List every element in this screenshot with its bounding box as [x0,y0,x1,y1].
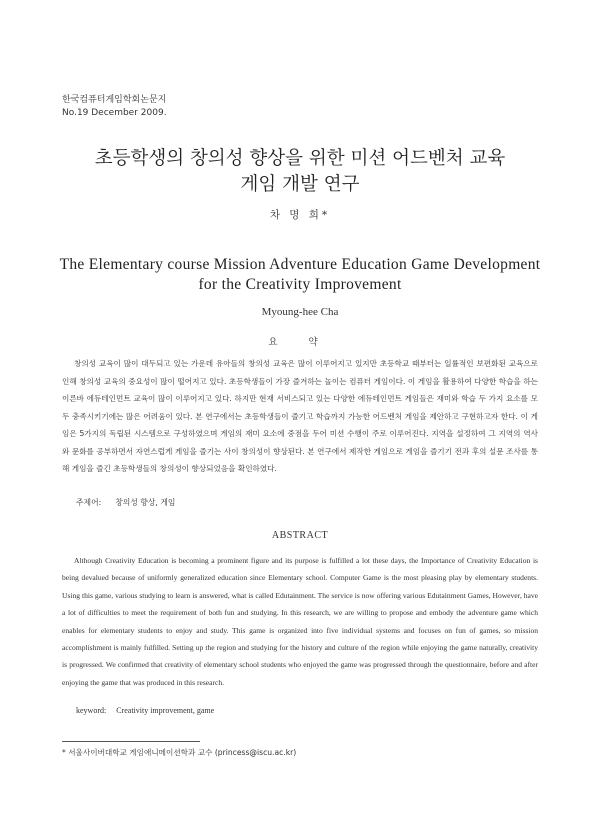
english-author: Myoung-hee Cha [261,306,339,318]
korean-summary-heading: 요 약 [268,337,332,348]
english-keywords-value: Creativity improvement, game [116,706,215,715]
english-title-line-1: The Elementary course Mission Adventure Education Game Development [59,256,541,273]
author-footnote: * 서울사이버대학교 게임애니메이션학과 교수 (princess@iscu.ac.kr) [62,748,297,757]
korean-keywords [76,497,175,508]
korean-title-line-2: 게임 개발 연구 [240,174,360,195]
korean-keywords-label: 주제어: [76,498,102,507]
korean-keywords-value: 창의성 향상, 게임 [115,498,176,507]
english-abstract-text: Although Creativity Education is becoming a prominent figure and its purpose is fulfilled a lot these days, the Importance of Creativity Education is being devalued because of uniformly generalized education since Elementary school. Computer Game is the most pleasing play by elementary students. Using this game, various studying to learn is answered, what is called Edutainment. The service is now offering various Edutainment Games, However, have a lot of difficulties to meet the requirement of both fun and studying. In this research, we are willing to propose and embody the adventure game which enables for elementary students to enjoy and study. This game is organized into five individual systems and focuses on fun of games, so mission accomplishment is mainly fulfilled. Setting up the region and studying for the history and culture of the region while enjoying the game naturally, creativity is progressed. We confirmed that creativity of elementary school students who enjoyed the game was progressed through the questionnaire, before and after enjoying the game that was produced in this research. [62,556,538,687]
english-title-line-2: for the Creativity Improvement [198,276,402,293]
journal-issue: No.19 December 2009. [62,108,167,118]
journal-name: 한국컴퓨터게임학회논문지 [62,95,167,105]
english-keywords-label: keyword: [76,706,107,715]
english-title [40,255,560,295]
korean-title-line-1: 초등학생의 창의성 향상을 위한 미션 어드벤처 교육 [94,148,506,169]
korean-title [40,146,560,198]
english-keywords [76,706,214,715]
footnote-divider [62,741,200,742]
abstract-heading: ABSTRACT [271,530,329,541]
korean-summary-text: 창의성 교육이 많이 대두되고 있는 가운데 유아들의 창의성 교육은 많이 이루어지고 있지만 초등학교 때부터는 일률적인 보편화된 교육으로 인해 창의성 교육의 중요성이 많이 떨어지고 있다. 초등학생들이 가장 즐겨하는 놀이는 컴퓨터 게임이다. 이 게임을 활용하여 다양한 학습을 하는 이른바 에듀테인먼트 교육이 많이 이루어지고 있다. 하지만 현재 서비스되고 있는 다양한 에듀테인먼트 게임들은 재미와 학습 두 가지 요소를 모두 충족시키기에는 많은 어려움이 있다. 본 연구에서는 초등학생들이 즐기고 학습까지 가능한 어드벤처 게임을 제안하고 구현하고자 한다. 이 게임은 5가지의 독립된 시스템으로 구성하였으며 게임의 재미 요소에 중점을 두어 미션 수행이 주로 이루어진다. 지역을 설정하여 그 지역의 역사와 문화를 공부하면서 자연스럽게 게임을 즐기는 사이 창의성이 향상된다. 본 연구에서 제작한 게임으로 게임을 즐기기 전과 후의 설문 조사를 통해 게임을 즐긴 초등학생들의 창의성이 향상되었음을 확인하였다. [62,359,538,473]
korean-author: 차 명 희* [269,209,331,221]
journal-header [62,94,167,120]
